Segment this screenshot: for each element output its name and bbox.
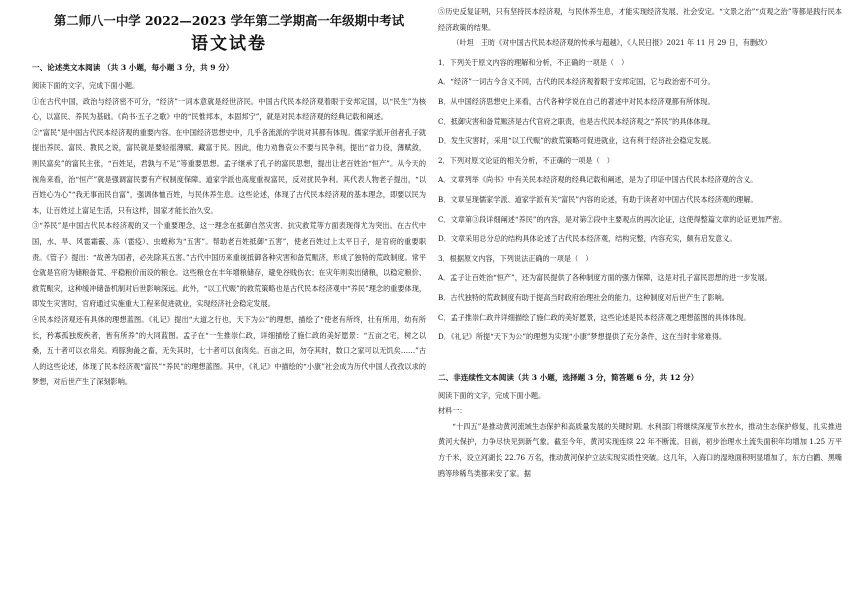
- question-1-option-d: D．发生灾害时，采用“以工代赈”的救荒策略可促进就业，这有利于经济社会稳定发展。: [438, 136, 716, 146]
- subject-title: 语文试卷: [191, 34, 267, 54]
- question-3-stem: 3．根据原文内容，下列说法正确的一项是（ ）: [438, 253, 593, 263]
- paragraph-3: ③“养民”是中国古代民本经济观的又一个重要理念，这一理念在抵御自然灾害、抗灾救荒等方面表现得尤为突出。在古代中国，水、旱、风雹霜霰、冻（雹疫）、虫蝗称为“五害”。帮助老百姓抵御“五害”，使老百姓过上太平日子，是官府的重要职责。《管子》提出：“故善为国者，必先除其五害。”古代中国历来重视抵御各种灾害和备荒赈济，形成了独特的荒政制度。常平仓就是官府为储粮备荒、平稳粮价而设的粮仓。这些粮仓在丰年增粮储存，避免谷贱伤农；在灾年则卖出储粮，以稳定粮价、救荒赈灾，这种缓冲储备机制对后世影响深远。此外，“以工代赈”的救荒策略也是古代民本经济观中“养民”理念的重要体现，即发生灾害时，官府通过实施重大工程来促进就业，实现经济社会稳定发展。: [32, 221, 426, 309]
- material-1-text: “十四五”是推动黄河流域生态保护和高质量发展的关键时期。水利部门将继续深度节水控水，推动生态保护修复，扎实推进黄河大保护，力争尽快见到新气象。截至今年，黄河实现连续 22 年不断流。目前，初步治理水土流失面积年均增加 1.25 万平方千米，设立河湖长 22.76 万名，推动黄河保护立法实现实质性突破。这几年，入海口的湿地面积明显增加了，东方白鹳、黑嘴鸥等珍稀鸟类都来安了家。据: [438, 421, 842, 478]
- question-2-option-c: C．文章第③段详细阐述“养民”的内容，是对第②段中主要观点的再次论证，这使得整篇文章的论证更加严密。: [438, 214, 787, 224]
- paragraph-2: ②“富民”是中国古代民本经济观的重要内容。在中国经济思想史中，几乎各流派的学说对其都有体现。儒家学派开创者孔子就提出养民、富民、教民之说，富民就是要轻徭薄赋、藏富于民。因此，他力劝鲁哀公不要与民争利，提出“省力役，薄赋敛，则民富矣”的富民主张，“百姓足，君孰与不足”等重要思想。孟子继承了孔子的富民思想，提出让老百姓治“恒产”。从今天的视角来看，治“恒产”就是强调富民要有产权制度保障。道家学派也高度重视富民，反对扰民争利。其代表人物老子提出，“以百姓心为心”“我无事而民自富”，强调体恤百姓，与民休养生息。这些论述，体现了古代民本经济观的基本理念，即要以民为本，让百姓过上富足生活，只有这样，国家才能长治久安。: [32, 127, 426, 215]
- question-3-option-d: D．《礼记》所提“天下为公”的理想为实现“小康”梦想提供了充分条件，这在当时非常难得。: [438, 332, 727, 342]
- paragraph-5: ⑤历史反复证明，只有坚持民本经济观，与民休养生息，才能实现经济发展、社会安定。“文景之治”“贞观之治”等都是践行民本经济政策的结果。: [438, 7, 842, 32]
- page-title: 第二师八一中学 2022—2023 学年第二学期高一年级期中考试: [53, 13, 405, 28]
- section-2-heading: 二、非连续性文本阅读（共 3 小题，选择题 3 分，简答题 6 分，共 12 分）: [438, 372, 699, 382]
- question-1-stem: 1．下列关于原文内容的理解和分析，不正确的一项是（ ）: [438, 57, 629, 67]
- question-2-option-a: A．文章列举《尚书》中有关民本经济观的经典记载和阐述，是为了印证中国古代民本经济观的含义。: [438, 175, 758, 185]
- section-1-heading: 一、论述类文本阅读 （共 3 小题，每小题 3 分，共 9 分）: [32, 63, 234, 72]
- question-1-option-c: C．抵御灾害和备荒赈济是古代官府之职责，也是古代民本经济观之“养民”的具体体现。: [438, 116, 715, 126]
- section-2-instruction: 阅读下面的文字，完成下面小题。: [438, 390, 546, 400]
- question-3-option-c: C．孟子推崇仁政并详细描绘了施仁政的美好愿景，这些论述是民本经济观之理想蓝图的具体体现。: [438, 312, 751, 322]
- question-2-stem: 2．下列对原文论证的相关分析，不正确的一项是（ ）: [438, 155, 614, 165]
- material-1-label: 材料一：: [438, 406, 467, 416]
- question-2-option-b: B．文章呈现儒家学派、道家学派有关“富民”内容的论述，有助于读者对中国古代民本经济观的理解。: [438, 194, 758, 204]
- question-3-option-a: A．孟子让百姓治“恒产”，还为富民提供了各种制度方面的强力保障，这是对孔子富民思想的进一步发展。: [438, 273, 772, 283]
- left-column: [32, 0, 426, 606]
- question-3-option-b: B．古代独特的荒政制度有助于提高当时政府治理社会的能力，这种制度对后世产生了影响。: [438, 292, 729, 302]
- question-1-option-b: B．从中国经济思想史上来看，古代各种学说在自己的著述中对民本经济观都有所体现。: [438, 96, 715, 106]
- article-source: （叶坦 王昉《对中国古代民本经济观的传承与超越》，《人民日报》2021 年 11 月 29 日，有删改）: [452, 38, 772, 48]
- right-column: [438, 0, 842, 606]
- paragraph-4: ④民本经济观还有具体的理想蓝图。《礼记》提出“大道之行也，天下为公”的理想，描绘了“使老有所终，壮有所用，幼有所长，矜寡孤独废疾者，皆有所养”的大同蓝图。孟子在“一生推崇仁政，详细描绘了施仁政的美好愿景：“五亩之宅，树之以桑，五十者可以衣帛矣。鸡豚狗彘之畜，无失其时，七十者可以食肉矣。百亩之田，勿夺其时，数口之家可以无饥矣……”古人的这些论述，体现了民本经济观“富民”“养民”的理想蓝图。其中，《礼记》中描绘的“小康”社会成为历代中国人孜孜以求的梦想，对后世产生了深刻影响。: [32, 314, 426, 387]
- question-1-option-a: A．“经济”一词古今含义不同，古代的民本经济观着眼于安邦定国，它与政治密不可分。: [438, 77, 715, 87]
- paragraph-1: ①在古代中国，政治与经济密不可分，“经济”一词本意就是经世济民。中国古代民本经济观着眼于安邦定国，以“民生”为核心，以富民、养民为基础。《尚书·五子之歌》中的“民惟邦本，本固邦宁”，就是对民本经济观的经典记载和阐述。: [32, 96, 426, 122]
- section-1-instruction: 阅读下面的文字，完成下面小题。: [32, 81, 140, 90]
- question-2-option-d: D．文章采用总分总的结构具体论述了古代民本经济观，结构完整，内容充实，颇有启发意义。: [438, 234, 737, 244]
